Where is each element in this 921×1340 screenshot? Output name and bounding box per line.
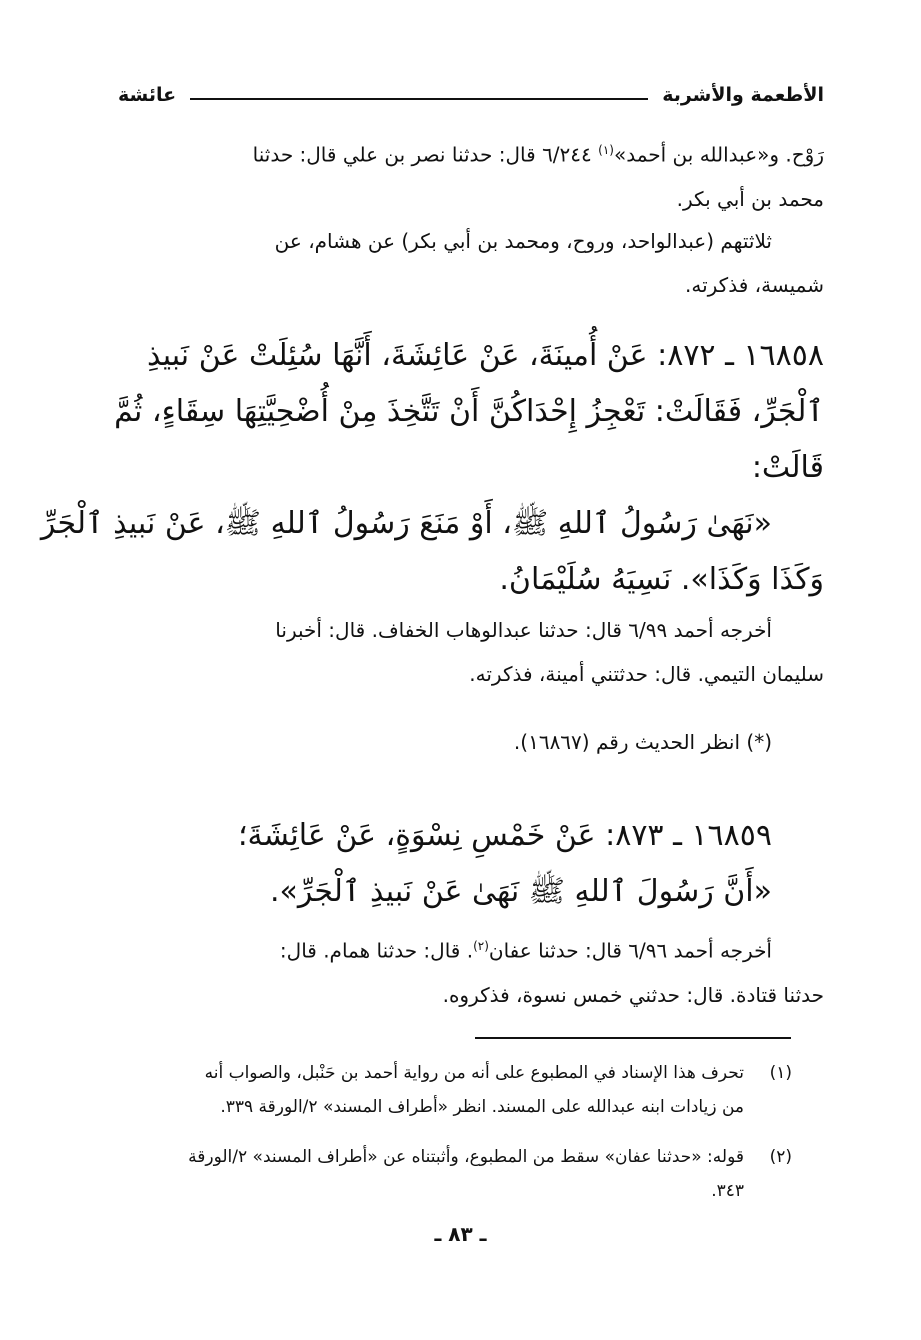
header-section-title: عائشة [118, 84, 177, 106]
footnote-line: ٣٤٣. [711, 1181, 744, 1201]
footnote-line: من زيادات ابنه عبدالله على المسند. انظر «أطراف المسند» ٢/الورقة ٣٣٩. [220, 1097, 744, 1117]
footnote-separator [475, 1037, 791, 1039]
takhrij-paragraph-1 [118, 608, 824, 696]
footnote-number: (٢) [769, 1147, 792, 1167]
footnote-ref-2[interactable]: (٢) [473, 939, 489, 953]
text-line: أخرجه أحمد ٦/٩٦ قال: حدثنا عفان$^{(٢)}$. قال: حدثنا همام. قال: [279, 938, 772, 963]
page-number: ـ ٨٣ ـ [434, 1222, 487, 1246]
hadith-line: قَالَتْ: [751, 450, 824, 485]
takhrij-paragraph-2 [118, 924, 824, 1017]
text-line: محمد بن أبي بكر. [676, 186, 824, 211]
hadith-line: «نَهَىٰ رَسُولُ ٱللهِ ﷺ، أَوْ مَنَعَ رَسُولُ ٱللهِ ﷺ، عَنْ نَبيذِ ٱلْجَرِّ [40, 506, 772, 541]
text-line: سليمان التيمي. قال: حدثتني أمينة، فذكرته. [469, 662, 824, 686]
hadith-16858 [40, 328, 824, 608]
chain-paragraph-1 [118, 128, 824, 221]
header-rule [190, 98, 648, 100]
text-line: أخرجه أحمد ٦/٩٩ قال: حدثنا عبدالوهاب الخفاف. قال: أخبرنا [275, 618, 772, 642]
footnote-line: تحرف هذا الإسناد في المطبوع على أنه من رواية أحمد بن حَنْبل، والصواب أنه [204, 1063, 744, 1083]
text-line: شميسة، فذكرته. [685, 273, 824, 297]
footnote-ref-1[interactable]: (١) [598, 143, 614, 157]
hadith-line: ١٦٨٥٨ ـ ٨٧٢: عَنْ أُمينَةَ، عَنْ عَائِشَةَ، أَنَّهَا سُئِلَتْ عَنْ نَبيذِ [146, 338, 824, 373]
footnote-number: (١) [769, 1063, 792, 1083]
text-line: ثلاثتهم (عبدالواحد، وروح، ومحمد بن أبي بكر) عن هشام، عن [274, 229, 772, 253]
text-line: رَوْح. و«عبدالله بن أحمد»$^{(١)}$ ٦/٢٤٤ قال: حدثنا نصر بن علي قال: حدثنا [252, 142, 824, 167]
footnote-line: قوله: «حدثنا عفان» سقط من المطبوع، وأثبتناه عن «أطراف المسند» ٢/الورقة [188, 1147, 744, 1167]
header-chapter-title: الأطعمة والأشربة [662, 84, 824, 106]
hadith-16859 [118, 808, 824, 920]
hadith-line: ١٦٨٥٩ ـ ٨٧٣: عَنْ خَمْسِ نِسْوَةٍ، عَنْ عَائِشَةَ؛ [238, 818, 772, 853]
chain-paragraph-2 [118, 219, 824, 307]
hadith-line: ٱلْجَرِّ، فَقَالَتْ: تَعْجِزُ إِحْدَاكُنَّ أَنْ تَتَّخِذَ مِنْ أُضْحِيَّتِهَا سِقَاءٍ، ثُمَّ [114, 394, 824, 429]
text-line: (*) انظر الحديث رقم (١٦٨٦٧). [513, 730, 772, 754]
running-header [118, 80, 824, 110]
footnote-1 [100, 1056, 792, 1124]
cross-reference-note [118, 720, 824, 764]
hadith-line: «أَنَّ رَسُولَ ٱللهِ ﷺ نَهَىٰ عَنْ نَبيذِ ٱلْجَرِّ». [269, 874, 772, 909]
footnote-2 [100, 1140, 792, 1208]
hadith-line: وَكَذَا وَكَذَا». نَسِيَهُ سُلَيْمَانُ. [499, 562, 824, 597]
text-line: حدثنا قتادة. قال: حدثني خمس نسوة، فذكروه. [442, 982, 824, 1007]
